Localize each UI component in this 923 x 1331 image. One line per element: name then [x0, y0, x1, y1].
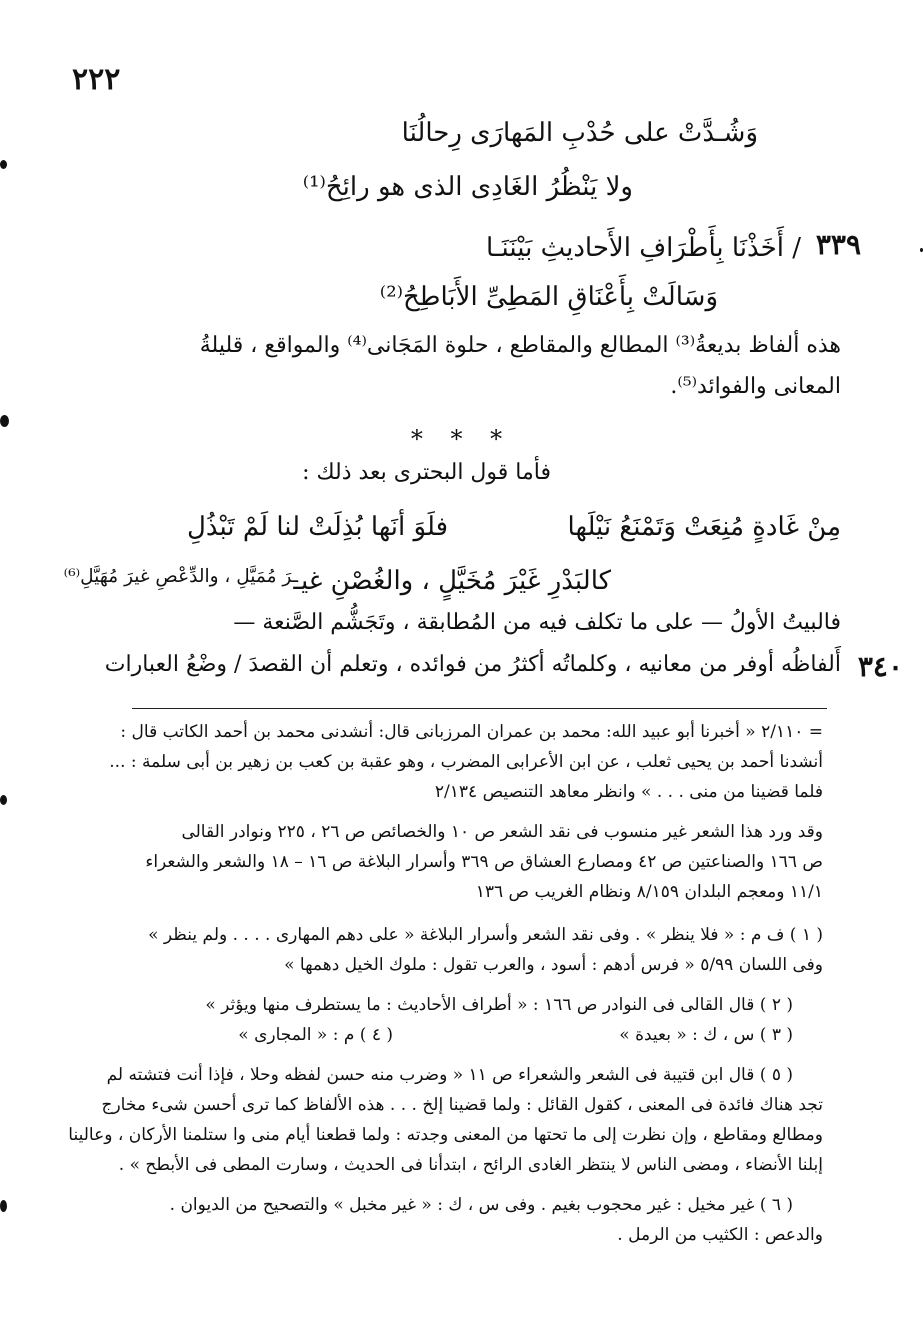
intro-line: فأما قول البحترى بعد ذلك : [302, 460, 551, 485]
scan-mark [0, 160, 7, 169]
footnote-line: فلما قضينا من منى . . . » وانظر معاهد التنصيص ٢/١٣٤ [434, 782, 823, 802]
section-separator: * * * [410, 425, 513, 453]
footnote-line: ( ٣ ) س ، ك : « بعيدة » [619, 1025, 793, 1045]
verse-line: وَشُـدَّتْ على حُدْبِ المَهارَى رِحالُنَا [401, 118, 758, 148]
margin-number: ٣٤٠ [857, 650, 903, 683]
footnote-line: وفى اللسان ٥/٩٩ « فرس أدهم : أسود ، والعرب تقول : ملوك الخيل دهمها » [284, 955, 823, 975]
verse-hemistich-left: ـرَ مُمَيَّلِ ، والدِّعْصِ غيرَ مُهَيَّلِ⁽⁶⁾ [63, 566, 298, 587]
verse-line: ولا يَنْظُرُ الغَادِى الذى هو رائِحُ⁽¹⁾ [302, 172, 633, 202]
verse-hemistich-left: فلَوَ أنَها بُذِلَتْ لنا لَمْ تَبْذُلِ [186, 512, 448, 542]
footnote-line: تجد هناك فائدة فى المعنى ، كقول القائل : ولما قضينا إلخ . . . هذه الألفاظ كما ترى أحسن شىء مخارج [101, 1095, 823, 1115]
footnote-line: وقد ورد هذا الشعر غير منسوب فى نقد الشعر ص ١٠ والخصائص ص ٢٦ ، ٢٢٥ ونوادر القالى [181, 822, 823, 842]
scan-mark [0, 1200, 7, 1212]
footnote-rule [132, 708, 827, 709]
footnote-line: ( ٥ ) قال ابن قتيبة فى الشعر والشعراء ص ١١ « وضرب منه حسن لفظه وحلا ، فإذا أنت فتشته لم [106, 1065, 793, 1085]
comment-line: هذه ألفاظ بديعةُ⁽³⁾ المطالع والمقاطع ، حلوة المَجَانى⁽⁴⁾ والمواقع ، قليلةُ [199, 333, 841, 358]
footnote-line: = ٢/١١٠ « أخبرنا أبو عبيد الله: محمد بن عمران المرزبانى قال: أنشدنى محمد بن أحمد الكاتب قال : [120, 722, 823, 742]
verse-line: / أَخَذْنَا بِأَطْرَافِ الأَحاديثِ بَيْنَنَـا [486, 233, 801, 263]
footnote-line: ١١/١ ومعجم البلدان ٨/١٥٩ ونظام الغريب ص ١٣٦ [475, 882, 823, 902]
margin-number: ٣٣٩ [815, 228, 861, 261]
footnote-line: ومطالع ومقاطع ، وإن نظرت إلى ما تحتها من المعنى وجدته : ولما قطعنا أيام منى وا ستلمنا الأركان ، وعالينا [68, 1125, 823, 1145]
verse-hemistich-right: مِنْ غَادةٍ مُنِعَتْ وَتَمْنَعُ نَيْلَها [567, 512, 841, 542]
scan-mark [0, 795, 7, 805]
footnote-line: ( ١ ) ف م : « فلا ينظر » . وفى نقد الشعر وأسرار البلاغة « على دهم المهارى . . . . ولم ينظر » [148, 925, 823, 945]
verse-line: وَسَالَتْ بِأَعْنَاقِ المَطِىِّ الأَبَاطِحُ⁽²⁾ [379, 282, 718, 312]
footnote-line: ( ٢ ) قال القالى فى النوادر ص ١٦٦ : « أطراف الأحاديث : ما يستطرف منها ويؤثر » [205, 995, 793, 1015]
comment-line: المعانى والفوائد⁽⁵⁾. [670, 374, 841, 399]
footnote-line: ( ٤ ) م : « المجارى » [238, 1025, 393, 1045]
body-line: فالبيتُ الأولُ — على ما تكلف فيه من المُطابقة ، وتَجَشُّم الصَّنعة — [233, 610, 841, 635]
body-line: أَلفاظُه أوفر من معانيه ، وكلماتُه أكثرُ من فوائده ، وتعلم أن القصدَ / وضْعُ العبارات [104, 652, 841, 677]
verse-hemistich-right: كالبَدْرِ غَيْرَ مُخَيَّلٍ ، والغُصْنِ غيـ [293, 566, 611, 596]
footnote-line: والدعص : الكثيب من الرمل . [617, 1225, 823, 1245]
footnote-line: أنشدنا أحمد بن يحيى ثعلب ، عن ابن الأعرابى المضرب ، وهو عقبة بن كعب بن زهير بن أبى سلمة : ... [109, 752, 823, 772]
footnote-line: ص ١٦٦ والصناعتين ص ٤٢ ومصارع العشاق ص ٣٦٩ وأسرار البلاغة ص ١٦ – ١٨ والشعر والشعراء [145, 852, 823, 872]
footnote-line: إبلنا الأنضاء ، ومضى الناس لا ينتظر الغادى الرائح ، ابتدأنا فى الحديث ، وسارت المطى فى الأبطح » . [118, 1155, 823, 1175]
page-number: ٢٢٢ [72, 62, 121, 97]
footnote-line: ( ٦ ) غير مخيل : غير محجوب بغيم . وفى س ، ك : « غير مخبل » والتصحيح من الديوان . [169, 1195, 793, 1215]
